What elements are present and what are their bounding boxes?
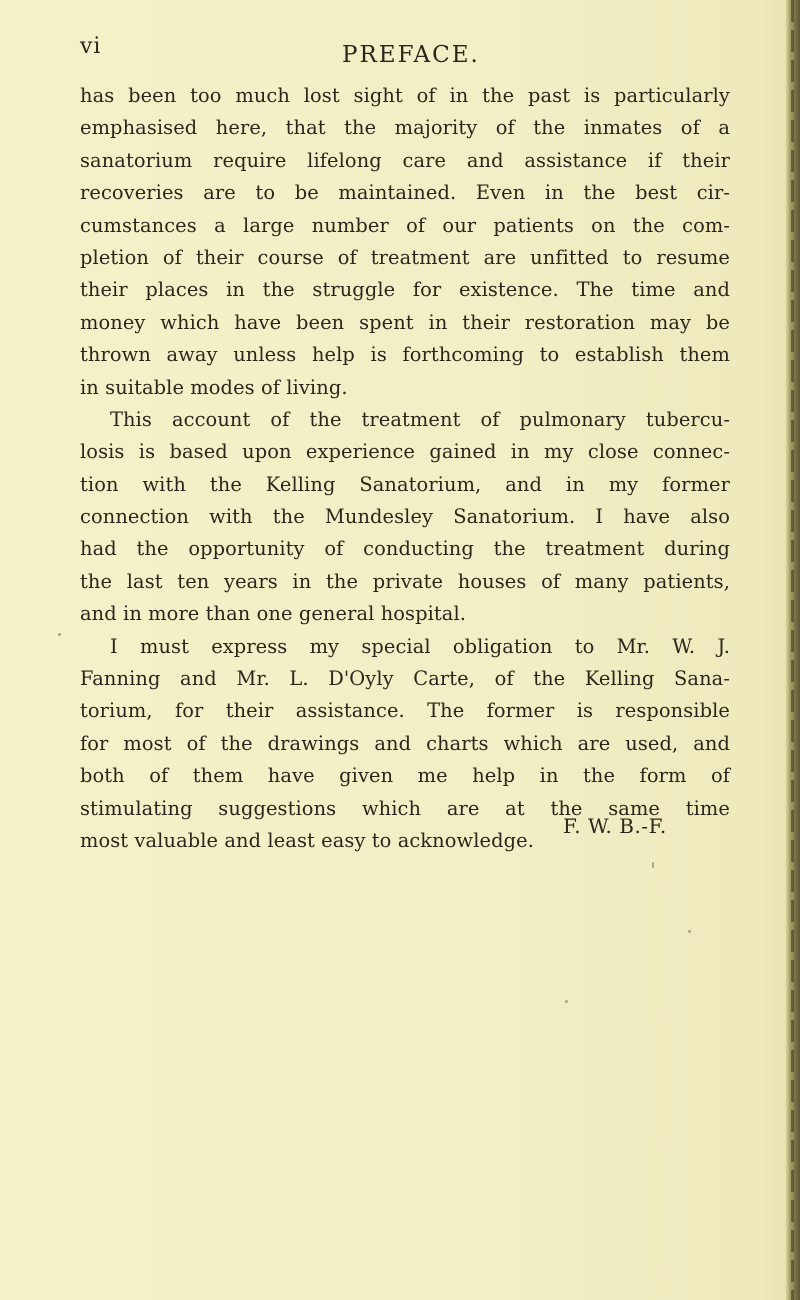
text-line: and in more than one general hospital.	[80, 602, 467, 626]
author-signature: F. W. B.-F.	[563, 814, 667, 838]
paper-speck	[58, 633, 61, 636]
text-line: thrown away unless help is forthcoming to establish them	[80, 343, 730, 367]
text-line: money which have been spent in their restoration may be	[80, 310, 730, 334]
paper-speck	[565, 1000, 568, 1003]
text-line: both of them have given me help in the form of	[80, 764, 730, 788]
running-head: PREFACE.	[342, 42, 480, 68]
text-line: emphasised here, that the majority of the inmates of a	[80, 116, 730, 140]
paper-speck	[652, 862, 654, 868]
text-line: This account of the treatment of pulmonary tubercu-	[110, 407, 730, 431]
text-line: for most of the drawings and charts which are used, and	[80, 731, 730, 755]
page-header	[80, 34, 720, 74]
text-line: I must express my special obligation to Mr. W. J.	[110, 634, 730, 658]
text-line: sanatorium require lifelong care and assistance if their	[80, 148, 730, 172]
text-line: Fanning and Mr. L. D'Oyly Carte, of the Kelling Sana-	[80, 667, 730, 691]
text-line: stimulating suggestions which are at the same time	[80, 796, 730, 820]
text-line: connection with the Mundesley Sanatorium. I have also	[80, 505, 730, 529]
text-line: has been too much lost sight of in the past is particularly	[80, 84, 730, 107]
paper-speck	[688, 930, 691, 933]
text-line: had the opportunity of conducting the treatment during	[80, 537, 730, 561]
body-text	[80, 80, 730, 857]
text-line: the last ten years in the private houses of many patients,	[80, 569, 730, 593]
text-line: most valuable and least easy to acknowledge.	[80, 828, 534, 852]
text-line: tion with the Kelling Sanatorium, and in my former	[80, 472, 730, 496]
text-line: cumstances a large number of our patients on the com-	[80, 213, 730, 237]
text-line: in suitable modes of living.	[80, 375, 348, 399]
page-number: vi	[80, 34, 102, 59]
text-line: losis is based upon experience gained in my close connec-	[80, 440, 730, 464]
text-line: recoveries are to be maintained. Even in the best cir-	[80, 181, 730, 205]
text-line: their places in the struggle for existence. The time and	[80, 278, 730, 302]
page-edge-shadow	[786, 0, 800, 1300]
text-line: pletion of their course of treatment are unfitted to resume	[80, 245, 730, 269]
text-line: torium, for their assistance. The former is responsible	[80, 699, 730, 723]
